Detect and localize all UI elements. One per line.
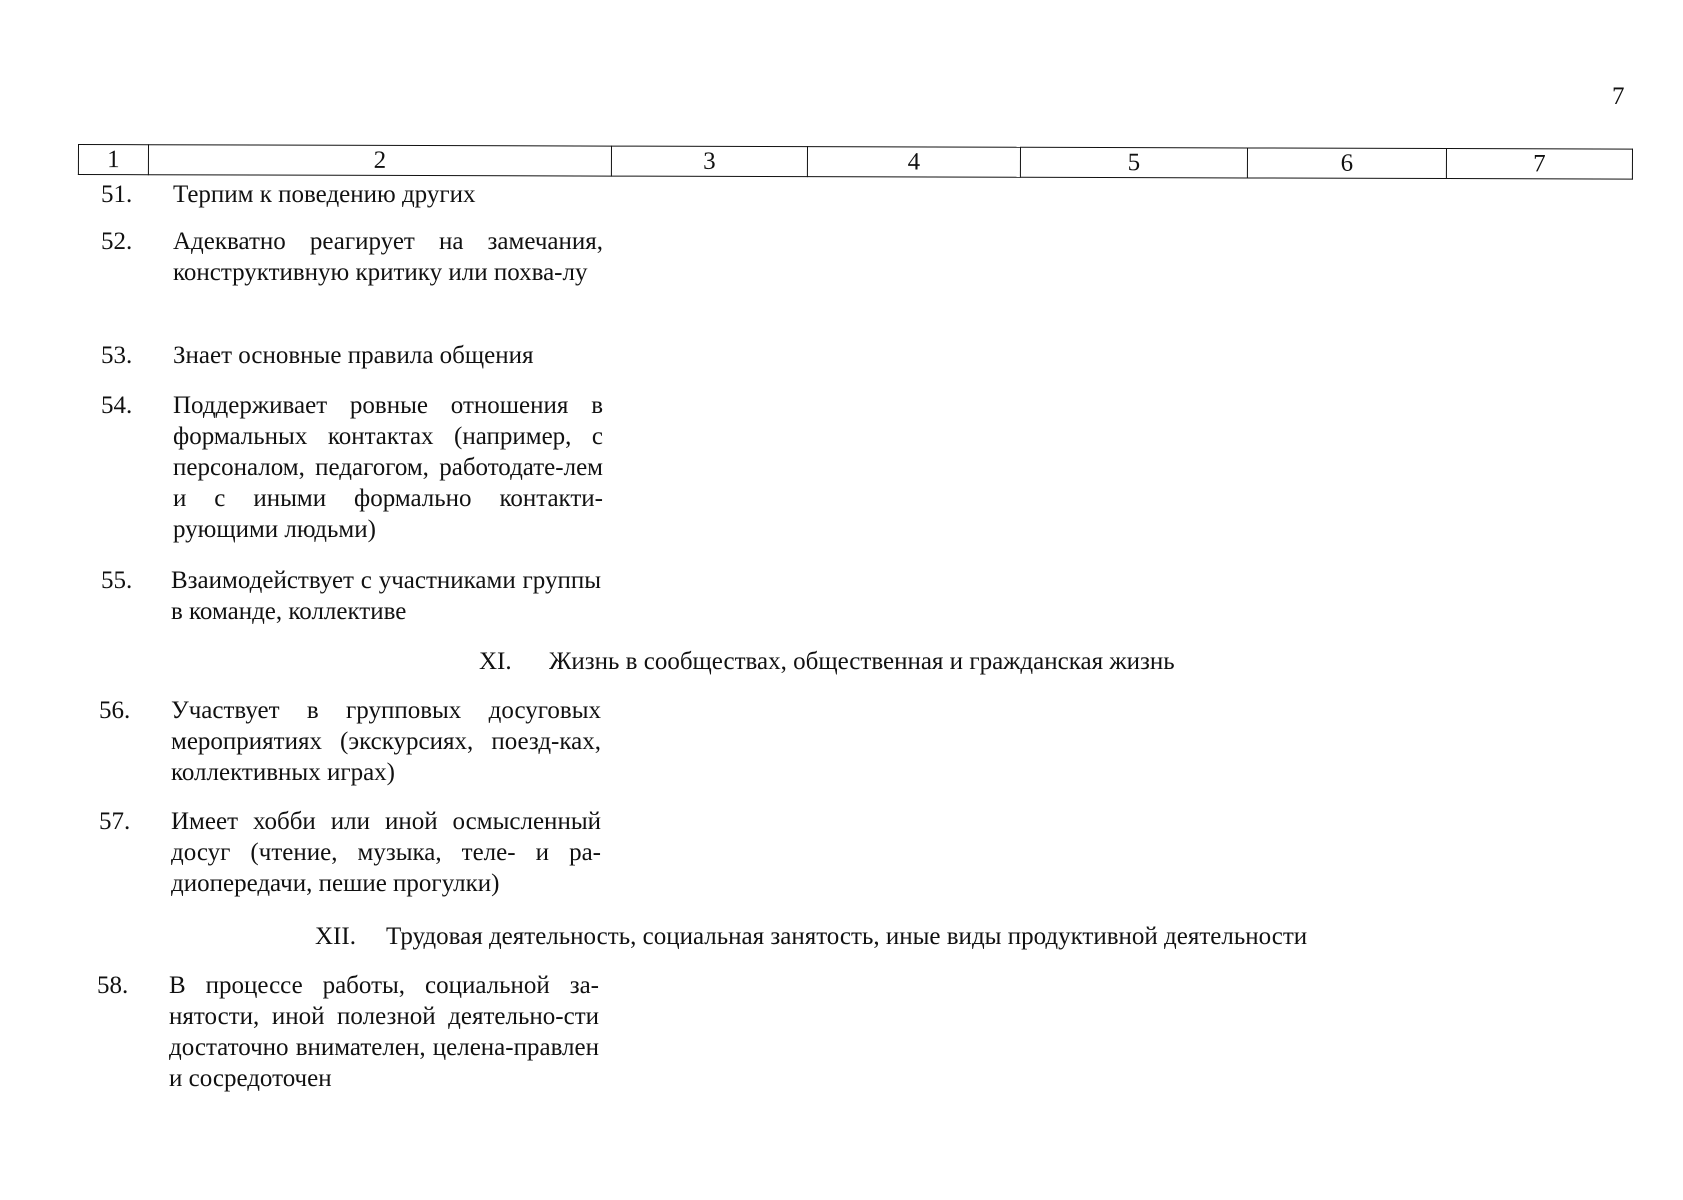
column-number-header: [78, 144, 1633, 180]
section-title: Жизнь в сообществах, общественная и гражданская жизнь: [549, 648, 1175, 675]
item-number: 57.: [99, 808, 131, 835]
column-number-5: 5: [1020, 147, 1247, 178]
item-number: 55.: [101, 567, 133, 594]
column-number-4: 4: [807, 147, 1020, 178]
item-number: 51.: [101, 181, 133, 208]
column-number-6: 6: [1247, 148, 1446, 179]
column-number-7: 7: [1446, 149, 1632, 180]
item-text: Имеет хобби или иной осмысленный досуг (чтение, музыка, теле- и ра-диопередачи, пешие прогулки): [171, 808, 601, 897]
item-number: 54.: [101, 392, 133, 419]
item-number: 53.: [101, 342, 133, 369]
section-number: XII.: [315, 923, 356, 950]
item-text: Знает основные правила общения: [173, 342, 534, 369]
column-number-1: 1: [78, 145, 148, 175]
item-text: Взаимодействует с участниками группы в команде, коллективе: [171, 567, 601, 625]
page-number: 7: [1612, 83, 1625, 110]
item-text: Участвует в групповых досуговых мероприятиях (экскурсиях, поезд-ках, коллективных играх): [171, 697, 601, 786]
column-number-2: 2: [148, 145, 611, 176]
item-number: 58.: [97, 972, 129, 999]
item-number: 56.: [99, 697, 131, 724]
item-text: Терпим к поведению других: [173, 181, 476, 208]
item-text: В процессе работы, социальной за-нятости, иной полезной деятельно-сти достаточно внимателен, целена-правлен и сосредоточен: [169, 972, 599, 1092]
section-number: XI.: [479, 648, 512, 675]
item-number: 52.: [101, 228, 133, 255]
section-title: Трудовая деятельность, социальная занятость, иные виды продуктивной деятельности: [386, 923, 1308, 950]
column-number-3: 3: [611, 146, 807, 177]
item-text: Адекватно реагирует на замечания, конструктивную критику или похва-лу: [173, 228, 603, 286]
item-text: Поддерживает ровные отношения в формальных контактах (например, с персоналом, педагогом, работодате-лем и с иными формально контакти-рующими людьми): [173, 392, 603, 543]
